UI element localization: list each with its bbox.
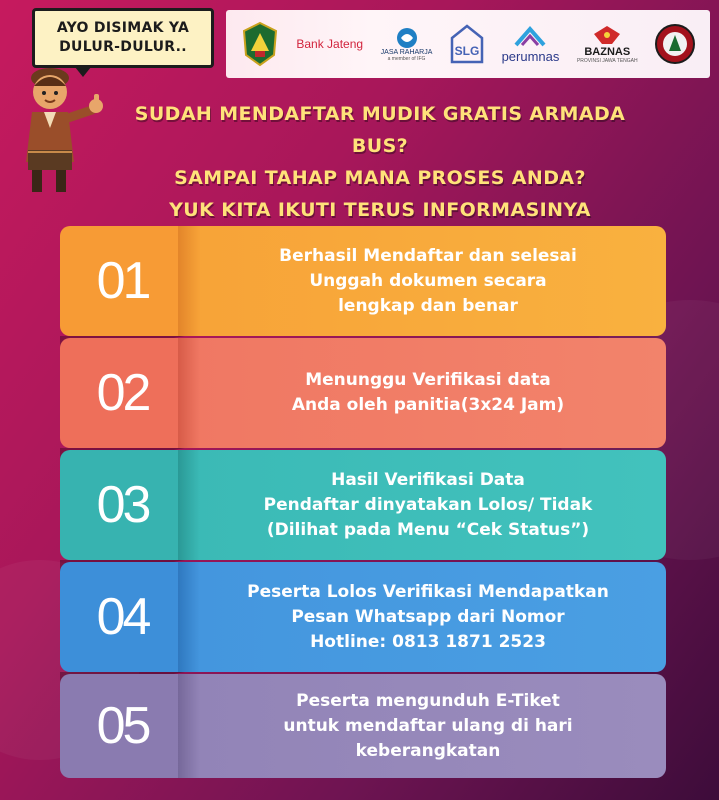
jateng-province-logo: [241, 21, 279, 67]
bank-jateng-label: Bank Jateng: [296, 37, 364, 51]
step-description: [200, 226, 656, 336]
city-emblem-logo: [655, 21, 695, 67]
baznas-label: BAZNAS: [584, 46, 631, 58]
perumnas-logo: [502, 25, 560, 64]
headline-line-3: YUK KITA IKUTI TERUS INFORMASINYA: [169, 199, 591, 221]
jasa-raharja-label: JASA RAHARJA: [380, 48, 433, 56]
step-text-line: Menunggu Verifikasi data: [305, 370, 551, 390]
bank-jateng-logo: [296, 37, 363, 51]
bubble-line-1: AYO DISIMAK YA: [56, 20, 190, 37]
step-description: [200, 450, 656, 560]
mascot-illustration: [4, 52, 114, 200]
step-number: 03: [96, 476, 149, 534]
step-text-line: Hasil Verifikasi Data: [331, 469, 525, 490]
baznas-sub: PROVINSI JAWA TENGAH: [576, 58, 638, 64]
slg-logo: [450, 24, 484, 64]
step-text-line: Peserta mengunduh E-Tiket: [296, 690, 560, 711]
step-item: [60, 338, 666, 448]
step-text-line: Unggah dokumen secara: [309, 270, 547, 291]
step-item: [60, 450, 666, 560]
step-number: 01: [96, 252, 149, 310]
jasa-raharja-logo: [381, 27, 433, 62]
step-text-line: Hotline: 0813 1871 2523: [310, 631, 546, 652]
step-text-line: Pesan Whatsapp dari Nomor: [291, 606, 565, 627]
step-text-line: untuk mendaftar ulang di hari: [283, 715, 573, 736]
step-description: [200, 674, 656, 778]
step-text-line: lengkap dan benar: [338, 295, 518, 316]
step-item: [60, 226, 666, 336]
headline-line-1: SUDAH MENDAFTAR MUDIK GRATIS ARMADA BUS?: [134, 103, 626, 157]
step-number: 02: [96, 364, 149, 422]
baznas-logo: [577, 24, 638, 64]
jasa-raharja-sub: a member of IFG: [387, 55, 426, 62]
step-description: [200, 338, 656, 448]
page-headline: [110, 98, 650, 226]
step-number: 05: [96, 697, 149, 755]
bubble-line-2: DULUR-DULUR..: [59, 39, 187, 55]
step-text-line: Pendaftar dinyatakan Lolos/ Tidak: [263, 494, 593, 515]
step-text-line: Peserta Lolos Verifikasi Mendapatkan: [247, 581, 609, 602]
headline-line-2: SAMPAI TAHAP MANA PROSES ANDA?: [174, 167, 586, 189]
step-text-line: keberangkatan: [355, 740, 501, 761]
step-item: [60, 674, 666, 778]
step-text-line: (Dilihat pada Menu “Cek Status”): [266, 519, 590, 540]
step-item: [60, 562, 666, 672]
slg-label: SLG: [454, 44, 480, 58]
step-text-line: Berhasil Mendaftar dan selesai: [279, 245, 577, 266]
step-number: 04: [96, 588, 149, 646]
perumnas-label: perumnas: [501, 48, 560, 64]
sponsor-logo-strip: [226, 10, 710, 78]
step-text-line: Anda oleh panitia(3x24 Jam): [291, 395, 565, 415]
step-description: [200, 562, 656, 672]
